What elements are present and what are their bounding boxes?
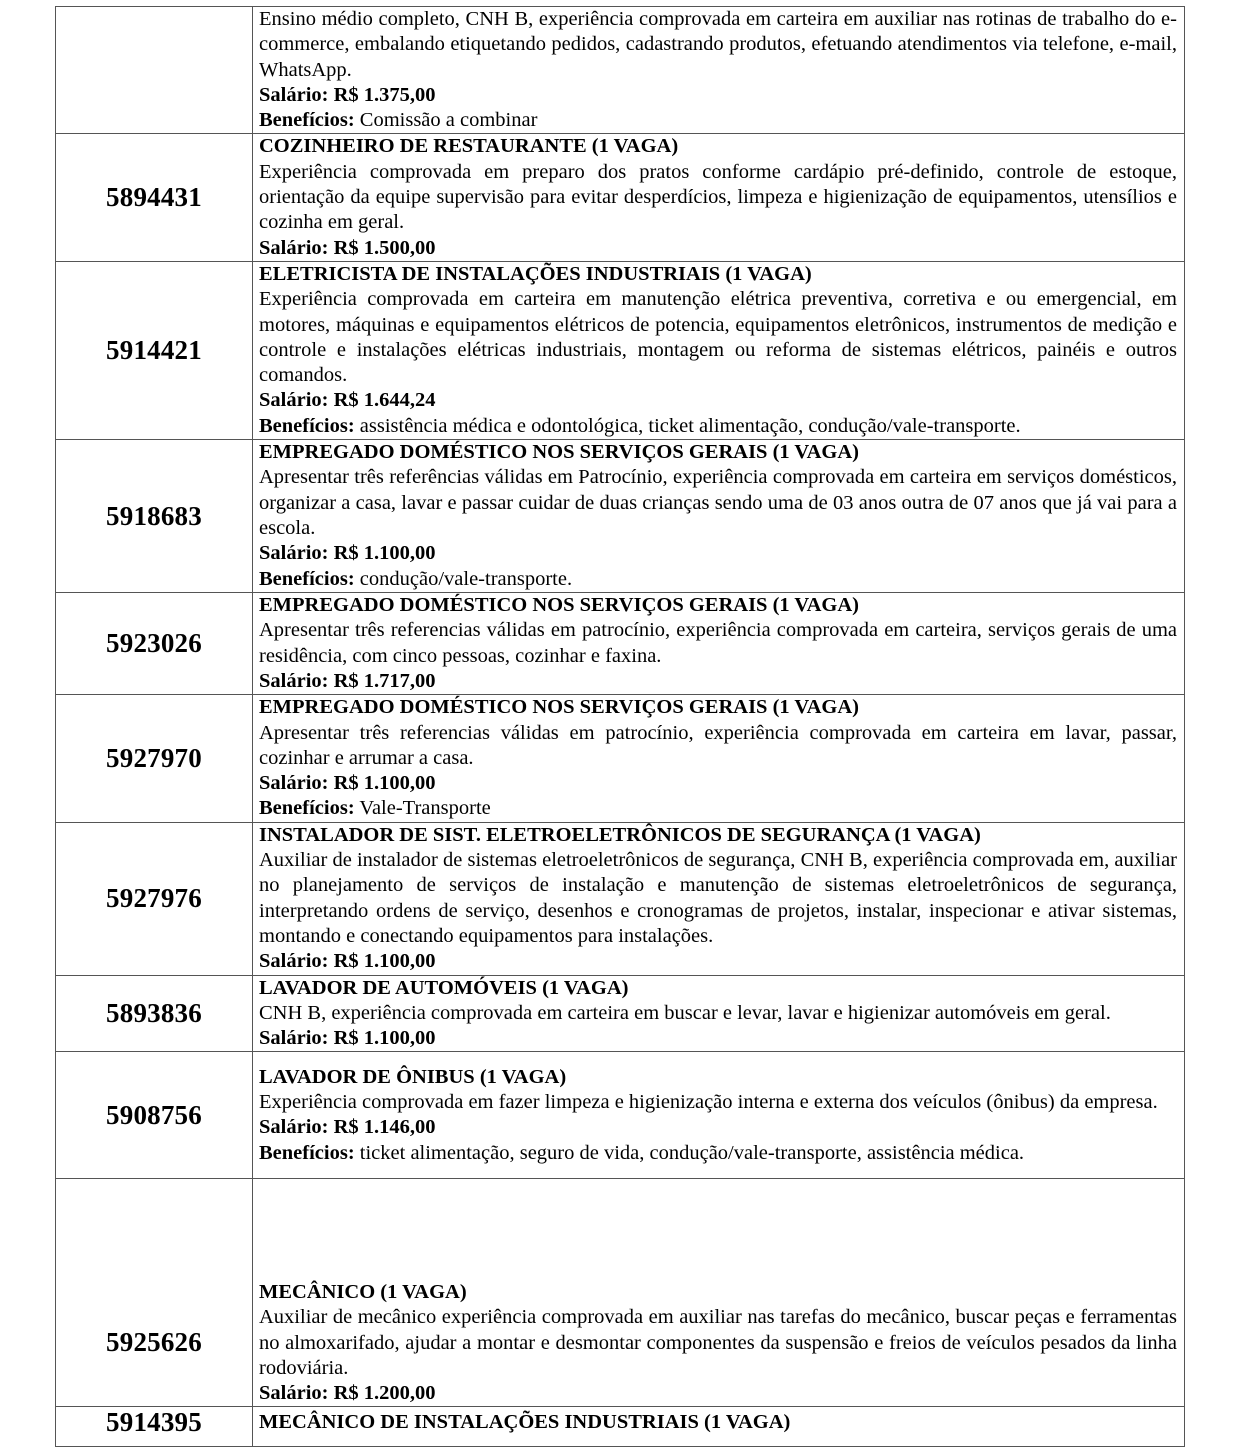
job-description: Experiência comprovada em preparo dos pratos conforme cardápio pré-definido, controle de estoque, orientação da equipe supervisão para evitar desperdícios, limpeza e higienização de equipamentos, utensílios e cozinha em geral.: [259, 160, 1177, 234]
salary-value: R$ 1.100,00: [333, 542, 436, 565]
job-details: [253, 1407, 1185, 1447]
benefits-label: Benefícios:: [259, 567, 355, 590]
benefits-value: ticket alimentação, seguro de vida, condução/vale-transporte, assistência médica.: [359, 1141, 1025, 1164]
table-row: [56, 975, 1185, 1052]
benefits-line: [259, 796, 1177, 821]
salary-label: Salário:: [259, 542, 329, 565]
salary-line: [259, 1115, 1177, 1140]
job-description: Auxiliar de instalador de sistemas eletroeletrônicos de segurança, CNH B, experiência comprovada em, auxiliar no planejamento de serviços de instalação e manutenção de sistemas eletroeletrônicos de segurança, interpretando ordens de serviço, desenhos e cronogramas de projetos, instalar, inspecionar e ativar sistemas, montando e conectando equipamentos para instalações.: [259, 849, 1177, 947]
job-details: [253, 975, 1185, 1052]
job-code: 5893836: [56, 975, 253, 1052]
benefits-line: [259, 567, 1177, 592]
job-title: EMPREGADO DOMÉSTICO NOS SERVIÇOS GERAIS (1 VAGA): [259, 696, 859, 719]
salary-value: R$ 1.500,00: [333, 236, 436, 259]
salary-line: [259, 541, 1177, 566]
job-title: MECÂNICO DE INSTALAÇÕES INDUSTRIAIS (1 VAGA): [259, 1411, 791, 1434]
job-code: 5923026: [56, 593, 253, 695]
job-code: 5894431: [56, 134, 253, 261]
salary-value: R$ 1.200,00: [333, 1382, 436, 1405]
table-row: [56, 822, 1185, 975]
benefits-line: [259, 108, 1177, 133]
job-description: Experiência comprovada em carteira em manutenção elétrica preventiva, corretiva e ou emergencial, em motores, máquinas e equipamentos elétricos de potencia, equipamentos eletrônicos, instrumentos de medição e controle e instalações elétricas industriais, montagem ou reforma de sistemas elétricos, painéis e outros comandos.: [259, 288, 1177, 387]
salary-label: Salário:: [259, 236, 329, 259]
job-description: CNH B, experiência comprovada em carteira em buscar e levar, lavar e higienizar automóveis em geral.: [259, 1001, 1111, 1024]
salary-label: Salário:: [259, 950, 329, 973]
job-title: EMPREGADO DOMÉSTICO NOS SERVIÇOS GERAIS (1 VAGA): [259, 441, 859, 464]
salary-line: [259, 771, 1177, 796]
job-code: [56, 7, 253, 134]
table-row: [56, 261, 1185, 439]
salary-value: R$ 1.100,00: [333, 1027, 436, 1050]
job-code: 5927970: [56, 695, 253, 822]
job-details: [253, 134, 1185, 261]
job-details: [253, 440, 1185, 593]
benefits-label: Benefícios:: [259, 1141, 355, 1164]
salary-line: [259, 669, 1177, 694]
salary-value: R$ 1.644,24: [333, 389, 436, 412]
table-row: [56, 7, 1185, 134]
salary-line: [259, 388, 1177, 413]
benefits-value: Comissão a combinar: [359, 109, 538, 132]
salary-value: R$ 1.100,00: [333, 950, 436, 973]
salary-label: Salário:: [259, 389, 329, 412]
table-row: [56, 1407, 1185, 1447]
salary-label: Salário:: [259, 83, 329, 106]
job-details: [253, 822, 1185, 975]
job-details: [253, 695, 1185, 822]
salary-line: [259, 1026, 1177, 1051]
job-title: INSTALADOR DE SIST. ELETROELETRÔNICOS DE SEGURANÇA (1 VAGA): [259, 823, 981, 846]
job-title: MECÂNICO (1 VAGA): [259, 1280, 467, 1303]
job-details: [253, 1052, 1185, 1179]
job-code: 5908756: [56, 1052, 253, 1179]
table-row: [56, 1179, 1185, 1407]
salary-label: Salário:: [259, 1027, 329, 1050]
benefits-label: Benefícios:: [259, 414, 355, 437]
job-description: Apresentar três referencias válidas em patrocínio, experiência comprovada em carteira, serviços gerais de uma residência, com cinco pessoas, cozinhar e faxina.: [259, 619, 1177, 667]
benefits-value: assistência médica e odontológica, ticket alimentação, condução/vale-transporte.: [359, 414, 1021, 437]
salary-line: [259, 236, 1177, 261]
job-title: ELETRICISTA DE INSTALAÇÕES INDUSTRIAIS (1 VAGA): [259, 262, 812, 285]
table-row: [56, 695, 1185, 822]
job-details: [253, 1179, 1185, 1407]
table-row: [56, 593, 1185, 695]
job-code: 5914421: [56, 261, 253, 439]
salary-value: R$ 1.100,00: [333, 772, 436, 795]
salary-value: R$ 1.146,00: [333, 1116, 436, 1139]
job-code: 5914395: [56, 1407, 253, 1447]
job-description: Experiência comprovada em fazer limpeza e higienização interna e externa dos veículos (ônibus) da empresa.: [259, 1091, 1158, 1114]
salary-label: Salário:: [259, 1382, 329, 1405]
job-description: Auxiliar de mecânico experiência comprovada em auxiliar nas tarefas do mecânico, buscar peças e ferramentas no almoxarifado, ajudar a montar e desmontar componentes da suspensão e freios de veículos pesados da linha rodoviária.: [259, 1306, 1177, 1379]
salary-line: [259, 949, 1177, 974]
salary-label: Salário:: [259, 1116, 329, 1139]
job-code: 5925626: [56, 1179, 253, 1407]
table-row: [56, 440, 1185, 593]
job-title: COZINHEIRO DE RESTAURANTE (1 VAGA): [259, 135, 679, 158]
job-code: 5918683: [56, 440, 253, 593]
job-details: [253, 7, 1185, 134]
job-title: LAVADOR DE AUTOMÓVEIS (1 VAGA): [259, 976, 629, 999]
job-description: Apresentar três referencias válidas em patrocínio, experiência comprovada em carteira em lavar, passar, cozinhar e arrumar a casa.: [259, 721, 1177, 769]
benefits-value: Vale-Transporte: [359, 797, 491, 820]
salary-line: [259, 83, 1177, 108]
job-description: Apresentar três referências válidas em Patrocínio, experiência comprovada em carteira em serviços domésticos, organizar a casa, lavar e passar cuidar de duas crianças sendo uma de 03 anos outra de 07 anos que já vai para a escola.: [259, 466, 1177, 540]
table-row: [56, 134, 1185, 261]
salary-label: Salário:: [259, 669, 329, 692]
benefits-line: [259, 414, 1177, 439]
benefits-label: Benefícios:: [259, 797, 355, 820]
salary-line: [259, 1381, 1177, 1406]
salary-label: Salário:: [259, 772, 329, 795]
job-details: [253, 261, 1185, 439]
job-details: [253, 593, 1185, 695]
benefits-value: condução/vale-transporte.: [359, 567, 573, 590]
benefits-label: Benefícios:: [259, 109, 355, 132]
salary-value: R$ 1.717,00: [333, 669, 436, 692]
job-listings-table: [55, 6, 1185, 1447]
job-title: LAVADOR DE ÔNIBUS (1 VAGA): [259, 1065, 567, 1088]
job-code: 5927976: [56, 822, 253, 975]
table-row: [56, 1052, 1185, 1179]
job-description: Ensino médio completo, CNH B, experiência comprovada em carteira em auxiliar nas rotinas de trabalho do e-commerce, embalando etiquetando pedidos, cadastrando produtos, efetuando atendimentos via telefone, e-mail, WhatsApp.: [259, 8, 1177, 81]
benefits-line: [259, 1141, 1177, 1166]
salary-value: R$ 1.375,00: [333, 83, 436, 106]
job-title: EMPREGADO DOMÉSTICO NOS SERVIÇOS GERAIS (1 VAGA): [259, 594, 859, 617]
